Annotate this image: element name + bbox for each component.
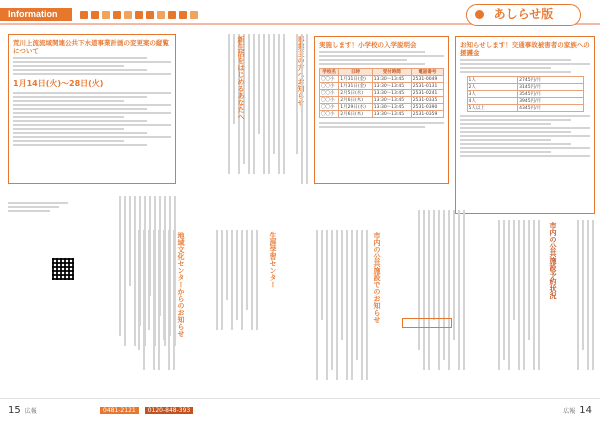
school-table bbox=[319, 68, 444, 118]
mid-left-article-1 bbox=[185, 34, 285, 184]
category-11-icon bbox=[190, 9, 198, 20]
col-phone: 電話番号 bbox=[411, 69, 443, 76]
section-tab: Information bbox=[0, 8, 72, 21]
table-row: 〇〇小 2月6日(木) 13:30〜13:45 2531-0335 bbox=[320, 97, 444, 104]
table-row: 2人 3145円/月 bbox=[467, 84, 583, 91]
lower-title-3: 市内の公共施設でのお知らせ bbox=[373, 232, 381, 323]
tag-badge bbox=[402, 318, 452, 328]
col-school: 学校名 bbox=[320, 69, 339, 76]
table-row: 4人 3945円/月 bbox=[467, 98, 583, 105]
category-5-icon bbox=[124, 9, 132, 20]
traffic-aid-title: お知らせします！交通事故被害者の家族への援護金 bbox=[460, 41, 590, 57]
publication-name-left: 広報 bbox=[24, 407, 37, 415]
category-2-icon bbox=[91, 9, 99, 20]
category-1-icon bbox=[80, 9, 88, 20]
table-row: 〇〇小 1月29日(水) 13:30〜13:45 2531-0390 bbox=[320, 104, 444, 111]
lower-article-2 bbox=[188, 230, 258, 380]
traffic-aid-box bbox=[455, 36, 595, 214]
sewer-notice-title: 荒川上流流域関連公共下水道事業計画の変更案の縦覧について bbox=[13, 39, 169, 55]
lower-article-5 bbox=[470, 220, 540, 380]
footer-rule bbox=[0, 398, 600, 399]
mid-left-article-2 bbox=[290, 34, 308, 184]
bullet-icon bbox=[475, 10, 484, 19]
lower-article-6 bbox=[560, 220, 594, 380]
category-10-icon bbox=[179, 9, 187, 20]
notice-date: 1月14日(火)〜28日(火) bbox=[13, 79, 104, 88]
page-number-right: 14 bbox=[579, 404, 592, 416]
footer-right bbox=[563, 402, 592, 418]
table-row: 〇〇小 1月31日(金) 13:30〜13:45 2531-0131 bbox=[320, 83, 444, 90]
sewer-notice-box bbox=[8, 34, 176, 184]
category-9-icon bbox=[168, 9, 176, 20]
table-header-row bbox=[320, 69, 444, 76]
school-briefing-title: 実施します！小学校の入学説明会 bbox=[319, 41, 417, 49]
page-number-left: 15 bbox=[8, 404, 21, 416]
col-date: 日時 bbox=[339, 69, 372, 76]
table-row: 〇〇小 2月6日(木) 13:30〜13:45 2531-0359 bbox=[320, 111, 444, 118]
page-title: あしらせ版 bbox=[466, 4, 581, 26]
school-briefing-box bbox=[314, 36, 449, 184]
phone-badge-1: 0481-2121 bbox=[100, 407, 139, 414]
aid-table bbox=[467, 76, 584, 112]
qr-code[interactable] bbox=[52, 258, 74, 280]
category-3-icon bbox=[102, 9, 110, 20]
mid-left-title-1: 新生活をはじめるあなたへ bbox=[237, 36, 245, 120]
lower-article-4 bbox=[385, 210, 465, 380]
lower-title-1: 地域文化センターからのお知らせ bbox=[177, 232, 185, 337]
table-row: 〇〇小 2月5日(水) 13:30〜13:45 2531-0241 bbox=[320, 90, 444, 97]
lower-article-1 bbox=[120, 230, 175, 380]
footer-left bbox=[8, 402, 37, 418]
lower-title-2: 生涯学習センター bbox=[269, 232, 277, 288]
left-lower-text bbox=[8, 200, 68, 370]
col-reception: 受付時間 bbox=[372, 69, 411, 76]
footer-contacts bbox=[100, 402, 193, 418]
table-row: 5人以上 4345円/月 bbox=[467, 105, 583, 112]
table-row: 3人 3545円/月 bbox=[467, 91, 583, 98]
category-7-icon bbox=[146, 9, 154, 20]
publication-name-right: 広報 bbox=[563, 407, 576, 415]
category-8-icon bbox=[157, 9, 165, 20]
lower-title-4: 市内の公共施設予約状況 bbox=[549, 222, 557, 299]
table-row: 1人 2745円/月 bbox=[467, 77, 583, 84]
category-6-icon bbox=[135, 9, 143, 20]
table-row: 〇〇小 1月31日(金) 13:30〜13:45 2531-0049 bbox=[320, 76, 444, 83]
category-4-icon bbox=[113, 9, 121, 20]
phone-badge-2: 0120-848-393 bbox=[145, 407, 194, 414]
category-icon-row bbox=[80, 9, 198, 20]
lower-article-3 bbox=[278, 230, 368, 390]
